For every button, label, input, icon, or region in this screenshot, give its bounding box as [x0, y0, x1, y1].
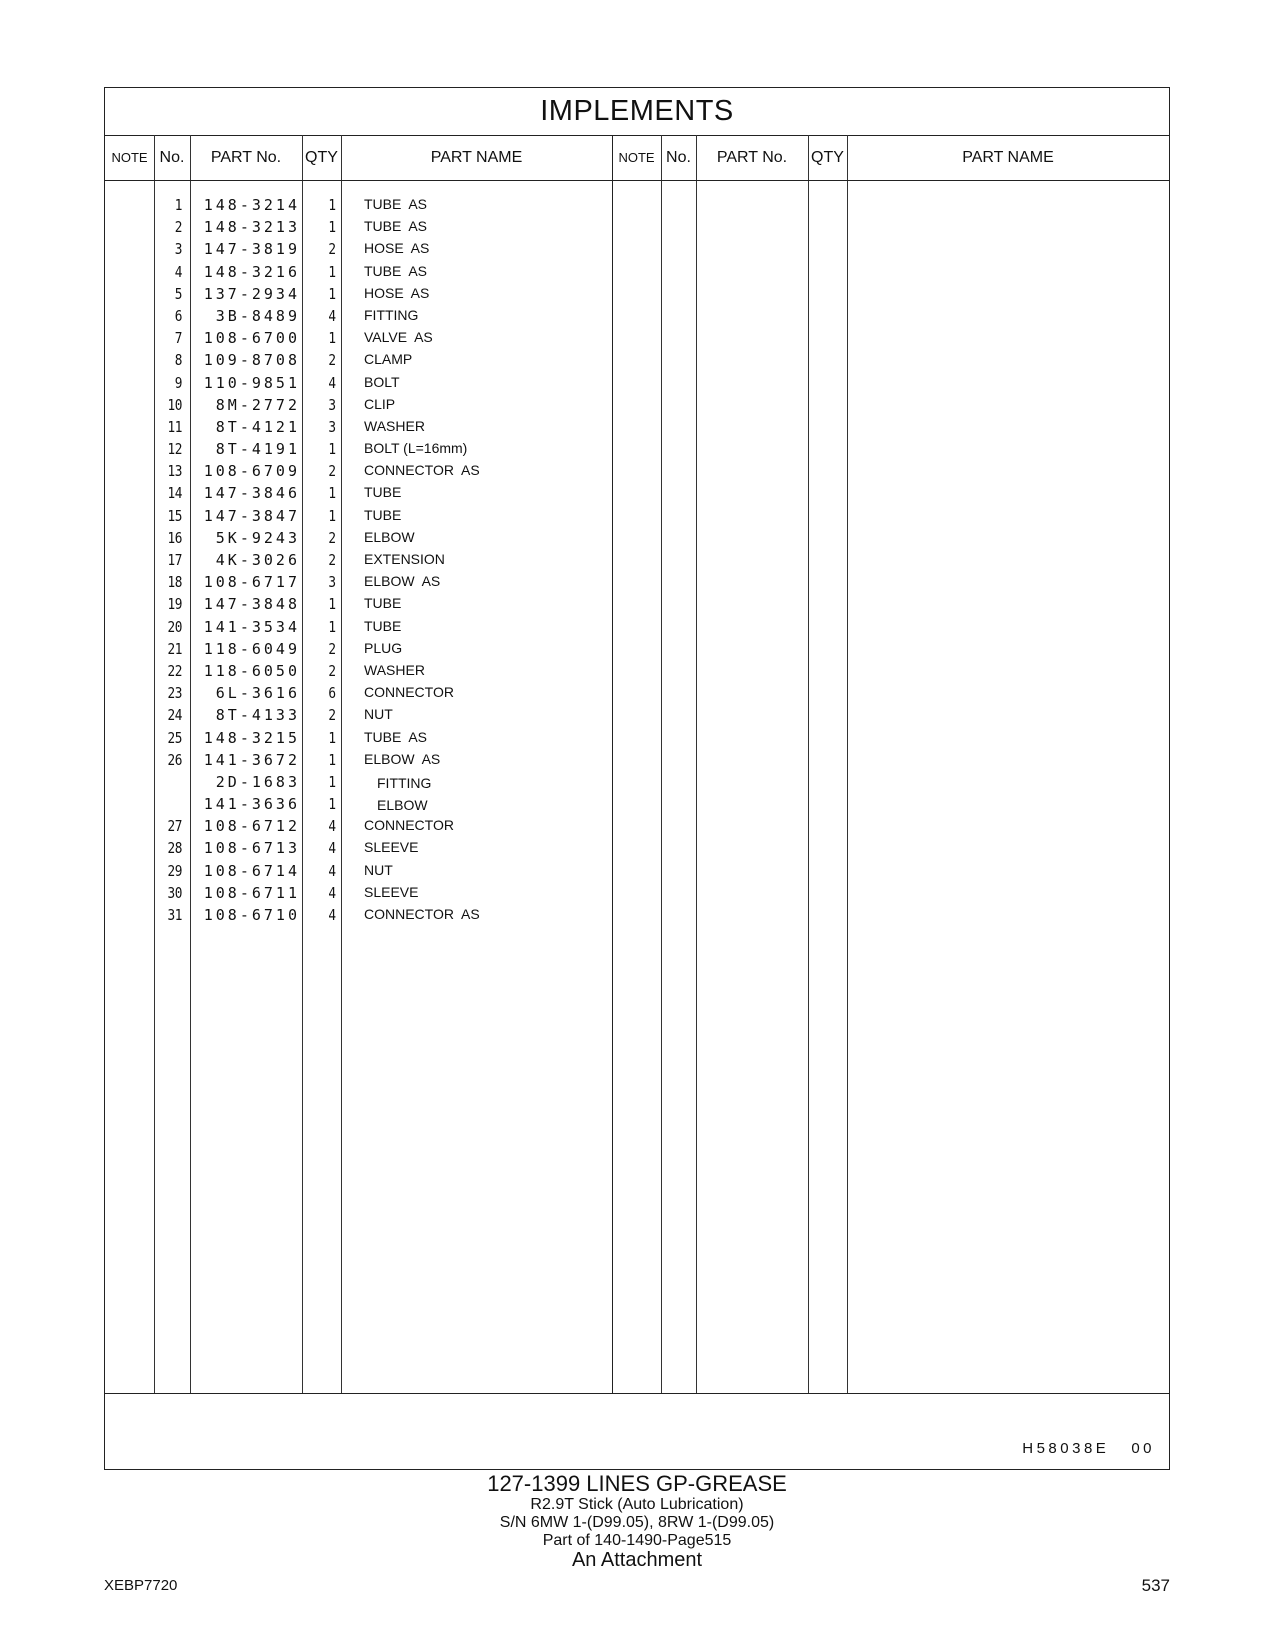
page-caption — [104, 1472, 1170, 1570]
item-number: 31 — [167, 906, 182, 924]
quantity: 2 — [328, 351, 336, 370]
item-number: 7 — [174, 329, 182, 348]
part-number: 4K-3026 — [215, 551, 300, 569]
quantity: 1 — [328, 795, 336, 814]
table-row — [105, 261, 1169, 283]
quantity: 1 — [328, 262, 336, 281]
parts-table — [105, 135, 1169, 1393]
part-name: TUBE AS — [364, 262, 428, 279]
part-number: 8T-4121 — [215, 417, 300, 436]
header-separator — [105, 180, 1169, 181]
part-number: 108-6710 — [203, 906, 300, 924]
part-number: 108-6712 — [203, 817, 300, 836]
item-number: 15 — [167, 506, 182, 525]
part-name: ELBOW AS — [364, 573, 441, 590]
quantity: 1 — [328, 329, 336, 348]
quantity: 2 — [328, 462, 336, 481]
part-name: TUBE — [364, 617, 402, 634]
part-number: 108-6713 — [203, 839, 300, 858]
quantity: 4 — [328, 373, 336, 392]
item-number: 3 — [174, 240, 182, 259]
caption-description: R2.9T Stick (Auto Lubrication) — [530, 1496, 744, 1513]
part-number: 6L-3616 — [215, 684, 300, 703]
part-name: ELBOW AS — [364, 750, 441, 767]
table-row — [105, 882, 1169, 904]
table-row — [105, 283, 1169, 305]
table-row — [105, 638, 1169, 660]
part-number: 8M-2772 — [215, 395, 300, 414]
quantity: 1 — [328, 595, 336, 614]
table-row — [105, 815, 1169, 837]
part-number: 141-3636 — [203, 795, 300, 814]
quantity: 1 — [328, 728, 336, 747]
part-name: TUBE — [364, 595, 402, 612]
quantity: 2 — [328, 706, 336, 725]
part-name: CONNECTOR — [364, 817, 454, 834]
part-number: 118-6050 — [203, 661, 300, 680]
part-name: WASHER — [364, 417, 425, 434]
quantity: 3 — [328, 417, 336, 436]
quantity: 3 — [328, 395, 336, 414]
part-name: TUBE — [364, 506, 402, 523]
table-row — [105, 904, 1169, 926]
table-row — [105, 327, 1169, 349]
header-note-right: NOTE — [618, 150, 655, 165]
item-number: 18 — [167, 573, 182, 592]
caption-attachment: An Attachment — [571, 1549, 703, 1571]
illustration-code — [1022, 1440, 1155, 1457]
quantity: 1 — [328, 218, 336, 237]
item-number: 6 — [174, 306, 182, 325]
table-title: IMPLEMENTS — [105, 88, 1169, 136]
header-qty-right: QTY — [811, 149, 844, 166]
part-number: 3B-8489 — [215, 306, 300, 325]
part-name: CLIP — [364, 395, 396, 412]
header-part-no: PART No. — [210, 149, 282, 166]
table-row — [105, 616, 1169, 638]
caption-serial-numbers: S/N 6MW 1-(D99.05), 8RW 1-(D99.05) — [499, 1514, 775, 1531]
item-number: 1 — [174, 196, 182, 214]
part-number: 148-3214 — [203, 196, 300, 214]
quantity: 4 — [328, 861, 336, 880]
part-number: 8T-4133 — [215, 706, 300, 725]
item-number: 13 — [167, 462, 182, 481]
table-row — [105, 349, 1169, 371]
caption-part-of: Part of 140-1490-Page515 — [542, 1532, 732, 1549]
header-no-right: No. — [666, 149, 691, 166]
caption-group-title: 127-1399 LINES GP-GREASE — [487, 1471, 787, 1496]
part-number: 5K-9243 — [215, 528, 300, 547]
item-number: 19 — [167, 595, 182, 614]
part-name: BOLT (L=16mm) — [364, 440, 468, 457]
part-name: SLEEVE — [364, 839, 419, 856]
table-row — [105, 372, 1169, 394]
item-number: 27 — [167, 817, 182, 836]
part-name: CONNECTOR AS — [364, 462, 480, 479]
document-id: XEBP7720 — [104, 1577, 178, 1594]
table-row — [105, 727, 1169, 749]
part-number: 2D-1683 — [215, 772, 300, 791]
part-number: 141-3534 — [203, 617, 300, 636]
part-name: TUBE AS — [364, 218, 428, 235]
table-row — [105, 749, 1169, 771]
quantity: 4 — [328, 817, 336, 836]
quantity: 1 — [328, 484, 336, 503]
table-row — [105, 793, 1169, 815]
item-number: 5 — [174, 284, 182, 303]
part-number: 147-3846 — [203, 484, 300, 503]
part-name: SLEEVE — [364, 883, 419, 900]
table-row — [105, 305, 1169, 327]
item-number: 9 — [174, 373, 182, 392]
quantity: 2 — [328, 528, 336, 547]
part-name: HOSE AS — [364, 284, 430, 301]
header-part-name-right: PART NAME — [962, 149, 1054, 166]
table-row — [105, 394, 1169, 416]
quantity: 2 — [328, 551, 336, 569]
table-row — [105, 460, 1169, 482]
part-number: 108-6700 — [203, 329, 300, 348]
table-row — [105, 771, 1169, 793]
part-name: CONNECTOR — [364, 684, 454, 701]
table-row — [105, 527, 1169, 549]
table-bottom-rule — [105, 1393, 1169, 1394]
item-number: 25 — [167, 728, 182, 747]
item-number: 20 — [167, 617, 182, 636]
table-row — [105, 416, 1169, 438]
table-row — [105, 216, 1169, 238]
part-name: EXTENSION — [364, 551, 445, 567]
item-number: 8 — [174, 351, 182, 370]
header-qty: QTY — [305, 149, 338, 166]
item-number: 11 — [167, 417, 182, 436]
part-name: VALVE AS — [364, 329, 433, 346]
header-part-no-right: PART No. — [716, 149, 788, 166]
part-number: 147-3848 — [203, 595, 300, 614]
quantity: 6 — [328, 684, 336, 703]
item-number: 29 — [167, 861, 182, 880]
quantity: 1 — [328, 617, 336, 636]
part-number: 108-6717 — [203, 573, 300, 592]
quantity: 4 — [328, 883, 336, 902]
part-number: 110-9851 — [203, 373, 300, 392]
item-number: 22 — [167, 661, 182, 680]
part-number: 118-6049 — [203, 639, 300, 658]
item-number: 4 — [174, 262, 182, 281]
part-name: NUT — [364, 861, 393, 878]
quantity: 1 — [328, 196, 336, 214]
parts-table-frame — [104, 87, 1170, 1470]
part-name: ELBOW — [364, 528, 415, 545]
part-name: HOSE AS — [364, 240, 430, 257]
part-number: 108-6714 — [203, 861, 300, 880]
table-row — [105, 704, 1169, 726]
quantity: 4 — [328, 906, 336, 924]
part-name: TUBE — [364, 484, 402, 501]
part-name: NUT — [364, 706, 393, 723]
table-row — [105, 549, 1169, 571]
part-name: CLAMP — [364, 351, 413, 368]
quantity: 1 — [328, 506, 336, 525]
table-row — [105, 660, 1169, 682]
item-number: 30 — [167, 883, 182, 902]
part-name: PLUG — [364, 639, 403, 656]
part-name: TUBE AS — [364, 728, 428, 745]
part-name: ELBOW — [377, 797, 428, 814]
table-row — [105, 238, 1169, 260]
parts-list — [105, 194, 1169, 926]
page-number: 537 — [1141, 1576, 1170, 1595]
item-number: 16 — [167, 528, 182, 547]
item-number: 12 — [167, 440, 182, 459]
part-number: 108-6711 — [203, 883, 300, 902]
table-row — [105, 593, 1169, 615]
item-number: 24 — [167, 706, 182, 725]
header-no: No. — [159, 149, 185, 166]
table-row — [105, 438, 1169, 460]
table-row — [105, 682, 1169, 704]
table-row — [105, 860, 1169, 882]
part-number: 148-3213 — [203, 218, 300, 237]
quantity: 1 — [328, 750, 336, 769]
table-row — [105, 194, 1169, 216]
item-number: 28 — [167, 839, 182, 858]
table-row — [105, 482, 1169, 504]
part-number: 148-3215 — [203, 728, 300, 747]
quantity: 2 — [328, 639, 336, 658]
quantity: 2 — [328, 240, 336, 259]
part-name: CONNECTOR AS — [364, 906, 480, 922]
table-row — [105, 505, 1169, 527]
item-number: 14 — [167, 484, 182, 503]
quantity: 1 — [328, 440, 336, 459]
part-name: FITTING — [377, 774, 432, 791]
quantity: 4 — [328, 839, 336, 858]
quantity: 4 — [328, 306, 336, 325]
item-number: 21 — [167, 639, 182, 658]
part-number: 109-8708 — [203, 351, 300, 370]
table-row — [105, 571, 1169, 593]
item-number: 17 — [167, 551, 182, 569]
item-number: 2 — [174, 218, 182, 237]
part-name: TUBE AS — [364, 196, 428, 212]
quantity: 2 — [328, 661, 336, 680]
part-number: 147-3847 — [203, 506, 300, 525]
quantity: 1 — [328, 772, 336, 791]
item-number: 26 — [167, 750, 182, 769]
table-row — [105, 837, 1169, 859]
part-name: BOLT — [364, 373, 400, 390]
part-number: 8T-4191 — [215, 440, 300, 459]
part-name: WASHER — [364, 661, 425, 678]
item-number: 23 — [167, 684, 182, 703]
part-number: 141-3672 — [203, 750, 300, 769]
part-number: 137-2934 — [203, 284, 300, 303]
part-number: 147-3819 — [203, 240, 300, 259]
quantity: 1 — [328, 284, 336, 303]
quantity: 3 — [328, 573, 336, 592]
header-part-name: PART NAME — [430, 149, 523, 166]
revision-number: 00 — [1131, 1440, 1155, 1457]
part-name: FITTING — [364, 306, 419, 323]
header-note: NOTE — [111, 150, 148, 165]
illustration-number: H58038E — [1022, 1440, 1110, 1457]
part-number: 108-6709 — [203, 462, 300, 481]
item-number: 10 — [167, 395, 182, 414]
part-number: 148-3216 — [203, 262, 300, 281]
